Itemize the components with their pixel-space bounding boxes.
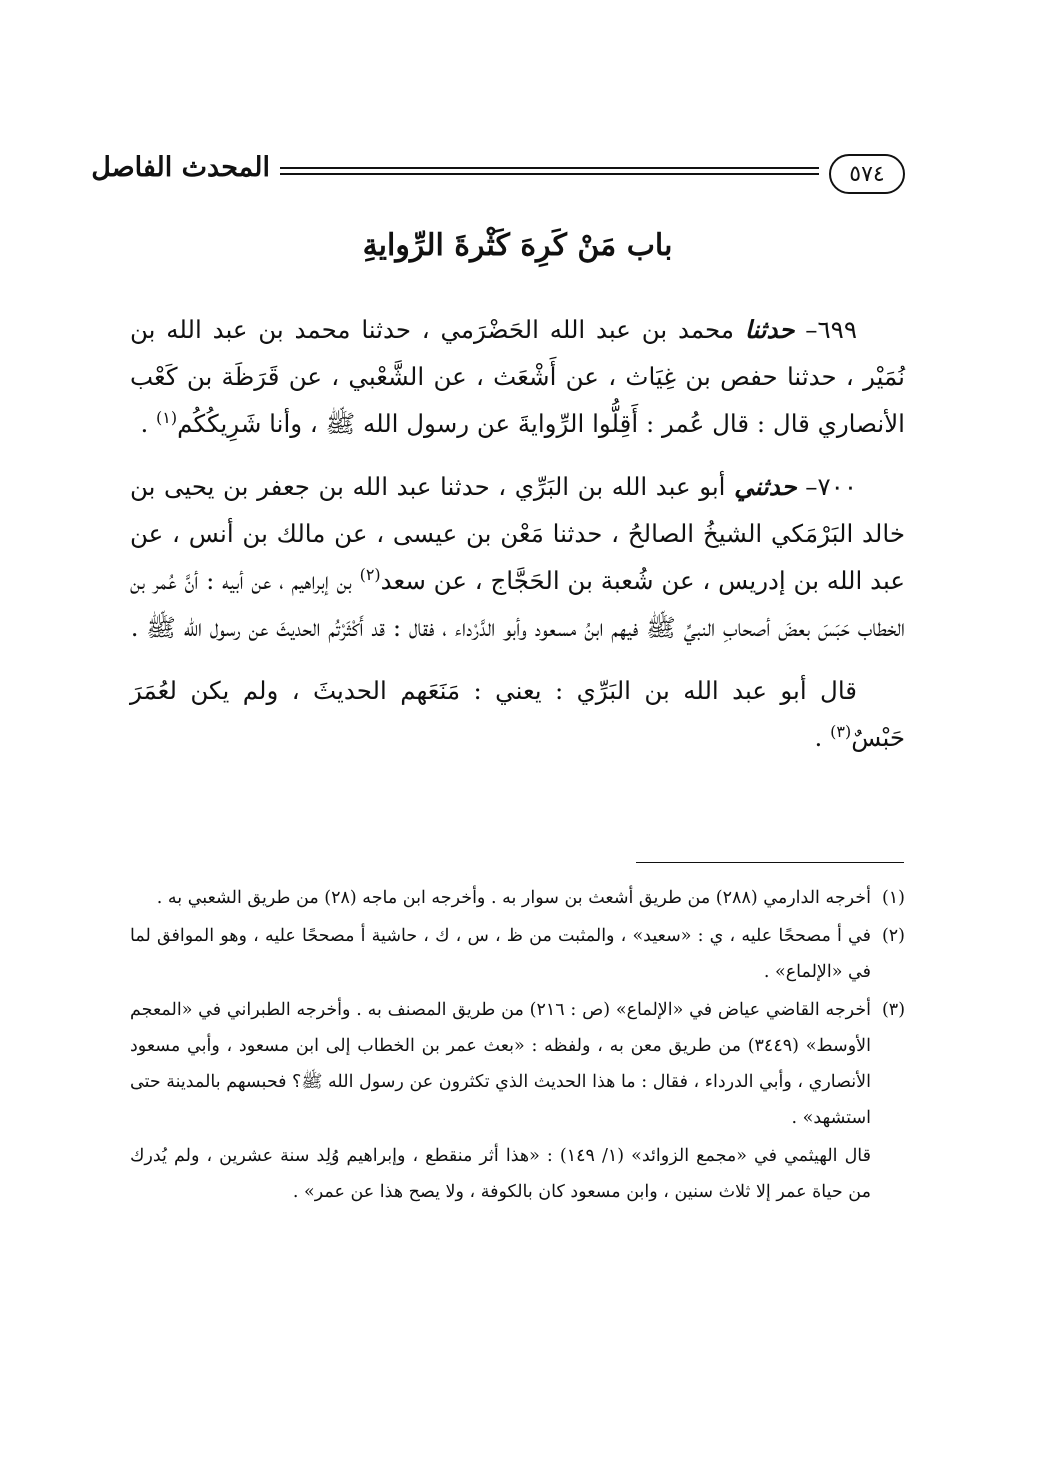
footnotes <box>130 880 905 1210</box>
footnote-2 <box>130 918 905 990</box>
footnote-ref-1[interactable]: (١) <box>156 407 178 427</box>
hadith-text-part-a: أبو عبد الله بن البَرِّي ، حدثنا عبد الله بن جعفر بن يحيى بن خالد البَرْمَكي الشيخُ الصالحُ ، حدثنا مَعْن بن عيسى ، عن مالك بن أنس ، عن عبد الله بن إدريس ، عن شُعبة بن الحَجَّاج ، عن سعد <box>130 472 905 595</box>
footnote-3-note: قال الهيثمي في «مجمع الزوائد» (١/ ١٤٩) : «هذا أثر منقطع ، وإبراهيم وُلِد سنة عشرين ، ولم يُدرك من حياة عمر إلا ثلاث سنين ، وابن مسعود كان بالكوفة ، ولا يصح هذا عن عمر» . <box>130 1146 872 1202</box>
hadith-opening: حدثني <box>734 472 797 501</box>
footnote-ref-2[interactable]: (٢) <box>359 564 381 584</box>
hadith-opening: حدثنا <box>744 315 795 344</box>
book-title: المحدث الفاصل <box>91 152 270 183</box>
commentary <box>130 667 905 761</box>
footnote-number: (١) <box>881 888 905 908</box>
header-double-rule <box>280 167 819 175</box>
page-number: ٥٧٤ <box>829 154 905 194</box>
hadith-number: ٧٠٠ <box>817 472 857 501</box>
hadith-number: ٦٩٩ <box>817 315 857 344</box>
footnote-text: أخرجه الدارمي (٢٨٨) من طريق أشعث بن سوار به . وأخرجه ابن ماجه (٢٨) من طريق الشعبي به . <box>156 888 871 908</box>
footnote-text: أخرجه القاضي عياض في «الإلماع» (ص : ٢١٦) من طريق المصنف به . وأخرجه الطبراني في «المعجم الأوسط» (٣٤٤٩) من طريق معن به ، ولفظه : «بعث عمر بن الخطاب إلى ابن مسعود ، وأبي مسعود الأنصاري ، وأبي الدرداء ، فقال : ما هذا الحديث الذي تكثرون عن رسول الله ﷺ؟ فحبسهم بالمدينة حتى استشهد» . <box>130 1000 872 1128</box>
footnote-1 <box>130 880 905 916</box>
hadith-end: . <box>140 409 157 438</box>
hadith-700: ٧٠٠– حدثني أبو عبد الله بن البَرِّي ، حدثنا عبد الله بن جعفر بن يحيى بن خالد البَرْمَكي الشيخُ الصالحُ ، حدثنا مَعْن بن عيسى ، عن مالك بن أنس ، عن عبد الله بن إدريس ، عن شُعبة بن الحَجَّاج ، عن سعد$^{(٢)}$ بن إبراهيم ، عن أبيه : أنَّ عُمر بن الخطاب حَبَسَ بعضَ أصحابِ النبيِّ ﷺ فيهم ابنُ مسعود وأبو الدَّرْداء ، فقال : قد أَكْثَرْتُم الحديثَ عن رسول الله ﷺ . <box>130 472 905 642</box>
hadith-text-part-b: بن إبراهيم ، عن أبيه : أنَّ عُمر بن الخطاب حَبَسَ بعضَ أصحابِ النبيِّ ﷺ فيهم ابنُ مسعود وأبو الدَّرْداء ، فقال : قد أَكْثَرْتُم الحديثَ عن رسول الله ﷺ . <box>130 566 905 642</box>
commentary-end: . <box>814 723 831 752</box>
footnote-3 <box>130 992 905 1136</box>
footnote-number: (٢) <box>881 926 905 946</box>
main-text <box>130 306 905 761</box>
hadith-699: ٦٩٩– حدثنا محمد بن عبد الله الحَضْرَمي ، حدثنا محمد بن عبد الله بن نُمَيْر ، حدثنا حفص بن غِيَاث ، عن أَشْعَث ، عن الشَّعْبي ، عن قَرَظَة بن كَعْب الأنصاري قال : قال عُمر : أَقِلُّوا الرِّوايةَ عن رسول الله ﷺ ، وأنا شَرِيكُكُم$^{(١)}$ . <box>130 315 905 438</box>
page-header <box>91 152 905 202</box>
footnote-number: (٣) <box>881 1000 906 1020</box>
footnote-text: في أ مصححًا عليه ، ي : «سعيد» ، والمثبت من ظ ، س ، ك ، حاشية أ مصححًا عليه ، وهو الموافق لما في «الإلماع» . <box>130 926 871 982</box>
footnote-separator <box>636 862 904 863</box>
hadith-text: محمد بن عبد الله الحَضْرَمي ، حدثنا محمد بن عبد الله بن نُمَيْر ، حدثنا حفص بن غِيَاث ، عن أَشْعَث ، عن الشَّعْبي ، عن قَرَظَة بن كَعْب الأنصاري قال : قال عُمر : أَقِلُّوا الرِّوايةَ عن رسول الله ﷺ ، وأنا شَرِيكُكُم <box>130 315 905 438</box>
chapter-title: باب مَنْ كَرِهَ كَثْرةَ الرِّوايةِ <box>362 228 673 263</box>
commentary-text: قال أبو عبد الله بن البَرِّي : يعني : مَنَعَهم الحديثَ ، ولم يكن لعُمَرَ حَبْسٌ <box>130 676 905 752</box>
footnote-ref-3[interactable]: (٣) <box>830 721 852 741</box>
